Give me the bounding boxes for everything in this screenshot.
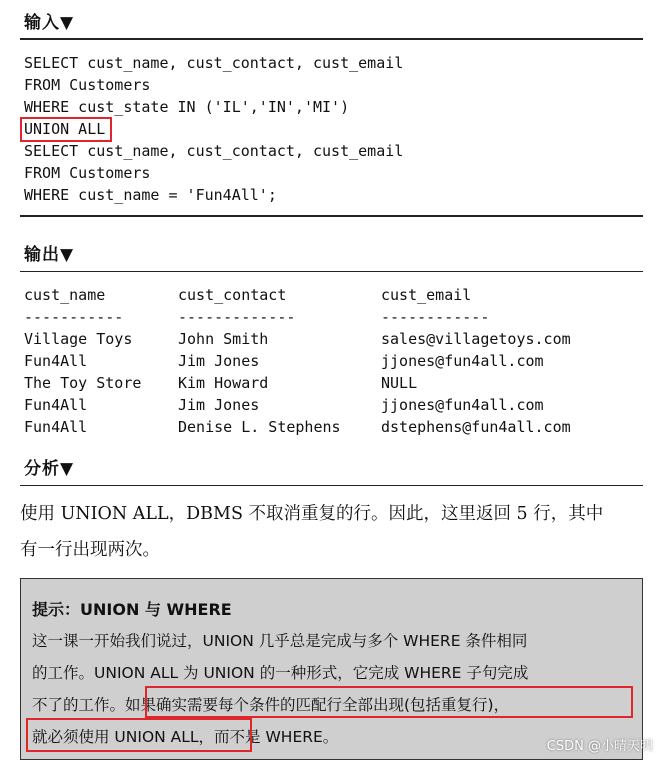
watermark: CSDN @小晴天明	[546, 739, 653, 754]
table-cell: NULL	[381, 374, 418, 392]
table-cell: The Toy Store	[24, 374, 142, 392]
table-cell: Kim Howard	[178, 374, 269, 392]
code-line: WHERE cust_state IN ('IL','IN','MI')	[24, 98, 350, 116]
tip-title: 提示：UNION 与 WHERE	[32, 600, 232, 619]
analysis-paragraph-line: 使用 UNION ALL，DBMS 不取消重复的行。因此，这里返回 5 行，其中	[20, 504, 604, 524]
table-cell: John Smith	[178, 330, 269, 348]
column-header: cust_email	[381, 286, 472, 304]
code-line: WHERE cust_name = 'Fun4All';	[24, 186, 277, 204]
column-header: cust_name	[24, 286, 106, 304]
table-cell: dstephens@fun4all.com	[381, 418, 571, 436]
column-header: cust_contact	[178, 286, 287, 304]
analysis-paragraph-line: 有一行出现两次。	[20, 540, 160, 560]
tip-highlight-box-1	[145, 686, 633, 718]
input-heading: 输入▼	[24, 13, 75, 33]
table-cell: Fun4All	[24, 352, 88, 370]
input-bottom-rule	[20, 215, 643, 217]
tip-line: 的工作。UNION ALL 为 UNION 的一种形式，它完成 WHERE 子句完成	[32, 664, 529, 682]
tip-line: 这一课一开始我们说过，UNION 几乎总是完成与多个 WHERE 条件相同	[32, 632, 528, 650]
input-top-rule	[20, 38, 643, 40]
table-cell: Denise L. Stephens	[178, 418, 341, 436]
code-line: FROM Customers	[24, 76, 151, 94]
tip-highlight-box-2	[26, 718, 252, 752]
code-line-union-all: UNION ALL	[24, 120, 106, 138]
union-all-highlight-box	[20, 117, 112, 142]
table-cell: jjones@fun4all.com	[381, 352, 544, 370]
table-cell: Jim Jones	[178, 396, 260, 414]
table-cell: Jim Jones	[178, 352, 260, 370]
separator-dashes: -------------	[178, 308, 296, 326]
table-cell: Fun4All	[24, 418, 88, 436]
tip-line: 不了的工作。如果确实需要每个条件的匹配行全部出现(包括重复行)，	[32, 696, 510, 714]
separator-dashes: -----------	[24, 308, 124, 326]
code-line: FROM Customers	[24, 164, 151, 182]
tip-line: 就必须使用 UNION ALL，而不是 WHERE。	[32, 728, 339, 746]
table-cell: jjones@fun4all.com	[381, 396, 544, 414]
table-cell: Village Toys	[24, 330, 133, 348]
analysis-heading: 分析▼	[24, 459, 75, 479]
output-rule	[20, 271, 643, 272]
analysis-rule	[20, 485, 643, 486]
output-heading: 输出▼	[24, 245, 75, 265]
code-line: SELECT cust_name, cust_contact, cust_email	[24, 142, 404, 160]
separator-dashes: ------------	[381, 308, 490, 326]
table-cell: Fun4All	[24, 396, 88, 414]
code-line: SELECT cust_name, cust_contact, cust_email	[24, 54, 404, 72]
table-cell: sales@villagetoys.com	[381, 330, 571, 348]
